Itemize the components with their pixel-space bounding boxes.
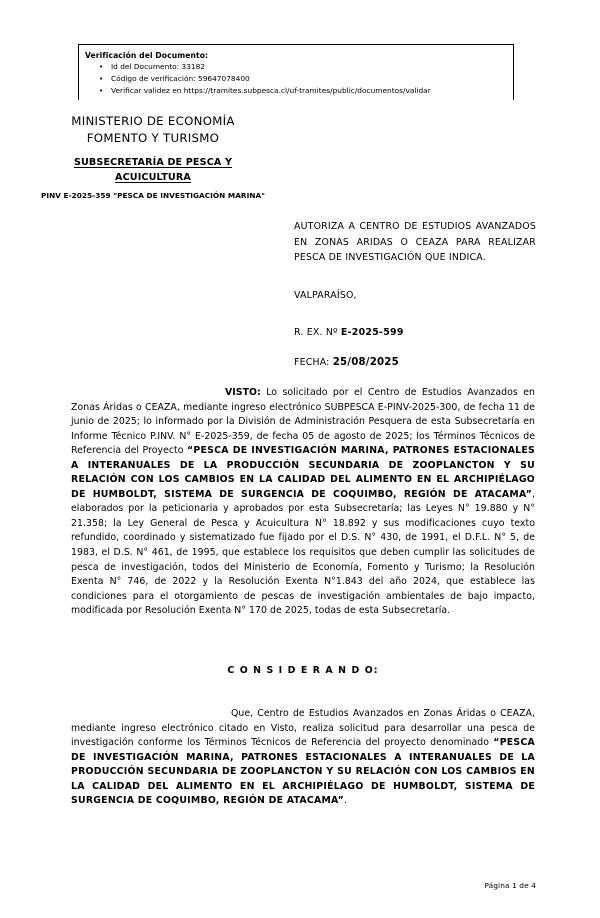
visto-section bbox=[71, 386, 535, 619]
verification-item-code: • Código de verificación: 59647078400 bbox=[111, 73, 513, 85]
resolution-number-field bbox=[294, 327, 404, 338]
verification-list bbox=[85, 61, 513, 98]
issue-place: VALPARAÍSO, bbox=[294, 290, 357, 301]
considerando-project-title: “PESCA DE INVESTIGACIÓN MARINA, PATRONES ESTACIONALES A INTERANUALES DE LA PRODUCCIÓN SECUNDARIA DE ZOOPLANCTON Y SU RELACIÓN CON LOS CAMBIOS EN LA CALIDAD DEL ALIMENTO EN EL ARCHIPIÉLAGO DE HUMBOLDT, SISTEMA DE SURGENCIA DE COQUIMBO, REGIÓN DE ATACAMA” bbox=[71, 737, 535, 807]
verification-box bbox=[78, 44, 514, 100]
project-reference-code: PINV E-2025-359 "PESCA DE INVESTIGACIÓN MARINA" bbox=[40, 191, 266, 200]
visto-text-part2: , elaborados por la peticionaria y aprobados por esta Subsecretaría; las Leyes N° 19.880 y N° 21.358; la Ley General de Pesca y Acuicultura N° 18.892 y sus modificaciones cuyo texto refundido, coordinado y sistematizado fue fijado por el D.S. N° 430, de 1991, el D.F.L. N° 5, de 1983, el D.S. N° 461, de 1995, que establece los requisitos que deben cumplir las solicitudes de pesca de investigación, todos del Ministerio de Economía, Fomento y Turismo; la Resolución Exenta N° 746, de 2022 y la Resolución Exenta N°1.843 del año 2024, que establece las condiciones para el otorgamiento de pescas de investigación ambientales de bajo impacto, modificada por Resolución Exenta N° 170 de 2025, todas de esta Subsecretaría. bbox=[71, 488, 535, 617]
visto-project-title: “PESCA DE INVESTIGACIÓN MARINA, PATRONES ESTACIONALES A INTERANUALES DE LA PRODUCCIÓN SECUNDARIA DE ZOOPLANCTON Y SU RELACIÓN CON LOS CAMBIOS EN LA CALIDAD DEL ALIMENTO EN EL ARCHIPIÉLAGO DE HUMBOLDT, SISTEMA DE SURGENCIA DE COQUIMBO, REGIÓN DE ATACAMA” bbox=[71, 445, 535, 500]
resolution-number-label: R. EX. Nº bbox=[294, 327, 341, 338]
issue-date-label: FECHA: bbox=[294, 357, 333, 368]
page-footer bbox=[0, 881, 536, 890]
page-indicator: Página 1 de 4 bbox=[484, 881, 536, 890]
resolution-number-value: E-2025-599 bbox=[340, 327, 404, 338]
subsecretaria-line2: ACUICULTURA bbox=[115, 171, 191, 183]
verification-item-url[interactable]: • Verificar validez en https://tramites.subpesca.cl/uf-tramites/public/documentos/validar bbox=[111, 85, 513, 97]
ministry-name-line2: FOMENTO Y TURISMO bbox=[86, 130, 220, 145]
letterhead bbox=[28, 113, 278, 202]
issue-date-value: 25/08/2025 bbox=[332, 357, 399, 368]
verification-title: Verificación del Documento: bbox=[85, 51, 209, 60]
ministry-name-line1: MINISTERIO DE ECONOMÍA bbox=[71, 114, 235, 128]
subsecretaria-line1: SUBSECRETARÍA DE PESCA Y bbox=[73, 157, 233, 168]
verification-item-document-id: • Id del Documento: 33182 bbox=[111, 61, 513, 73]
considerando-text-part1: Que, Centro de Estudios Avanzados en Zonas Áridas o CEAZA, mediante ingreso electrónico citado en Visto, realiza solicitud para desarrollar una pesca de investigación conforme los Términos Técnicos de Referencia del proyecto denominado bbox=[71, 708, 535, 749]
issue-date-field bbox=[294, 357, 399, 368]
considerando-text-part2: . bbox=[344, 795, 348, 807]
visto-heading: VISTO: bbox=[225, 387, 261, 398]
considerando-section bbox=[71, 707, 535, 809]
considerando-heading: C O N S I D E R A N D O: bbox=[227, 665, 379, 676]
document-subject: AUTORIZA A CENTRO DE ESTUDIOS AVANZADOS EN ZONAS ARIDAS O CEAZA PARA REALIZAR PESCA DE INVESTIGACIÓN QUE INDICA. bbox=[294, 221, 536, 264]
visto-text-part1: Lo solicitado por el Centro de Estudios Avanzados en Zonas Áridas o CEAZA, mediante ingreso electrónico SUBPESCA E-PINV-2025-300, de fecha 11 de junio de 2025; lo informado por la División de Administración Pesquera de esta Subsecretaría en Informe Técnico P.INV. N° E-2025-359, de fecha 05 de agosto de 2025; los Términos Técnicos de Referencia del Proyecto bbox=[71, 387, 535, 457]
subsecretaria-name bbox=[28, 156, 278, 185]
